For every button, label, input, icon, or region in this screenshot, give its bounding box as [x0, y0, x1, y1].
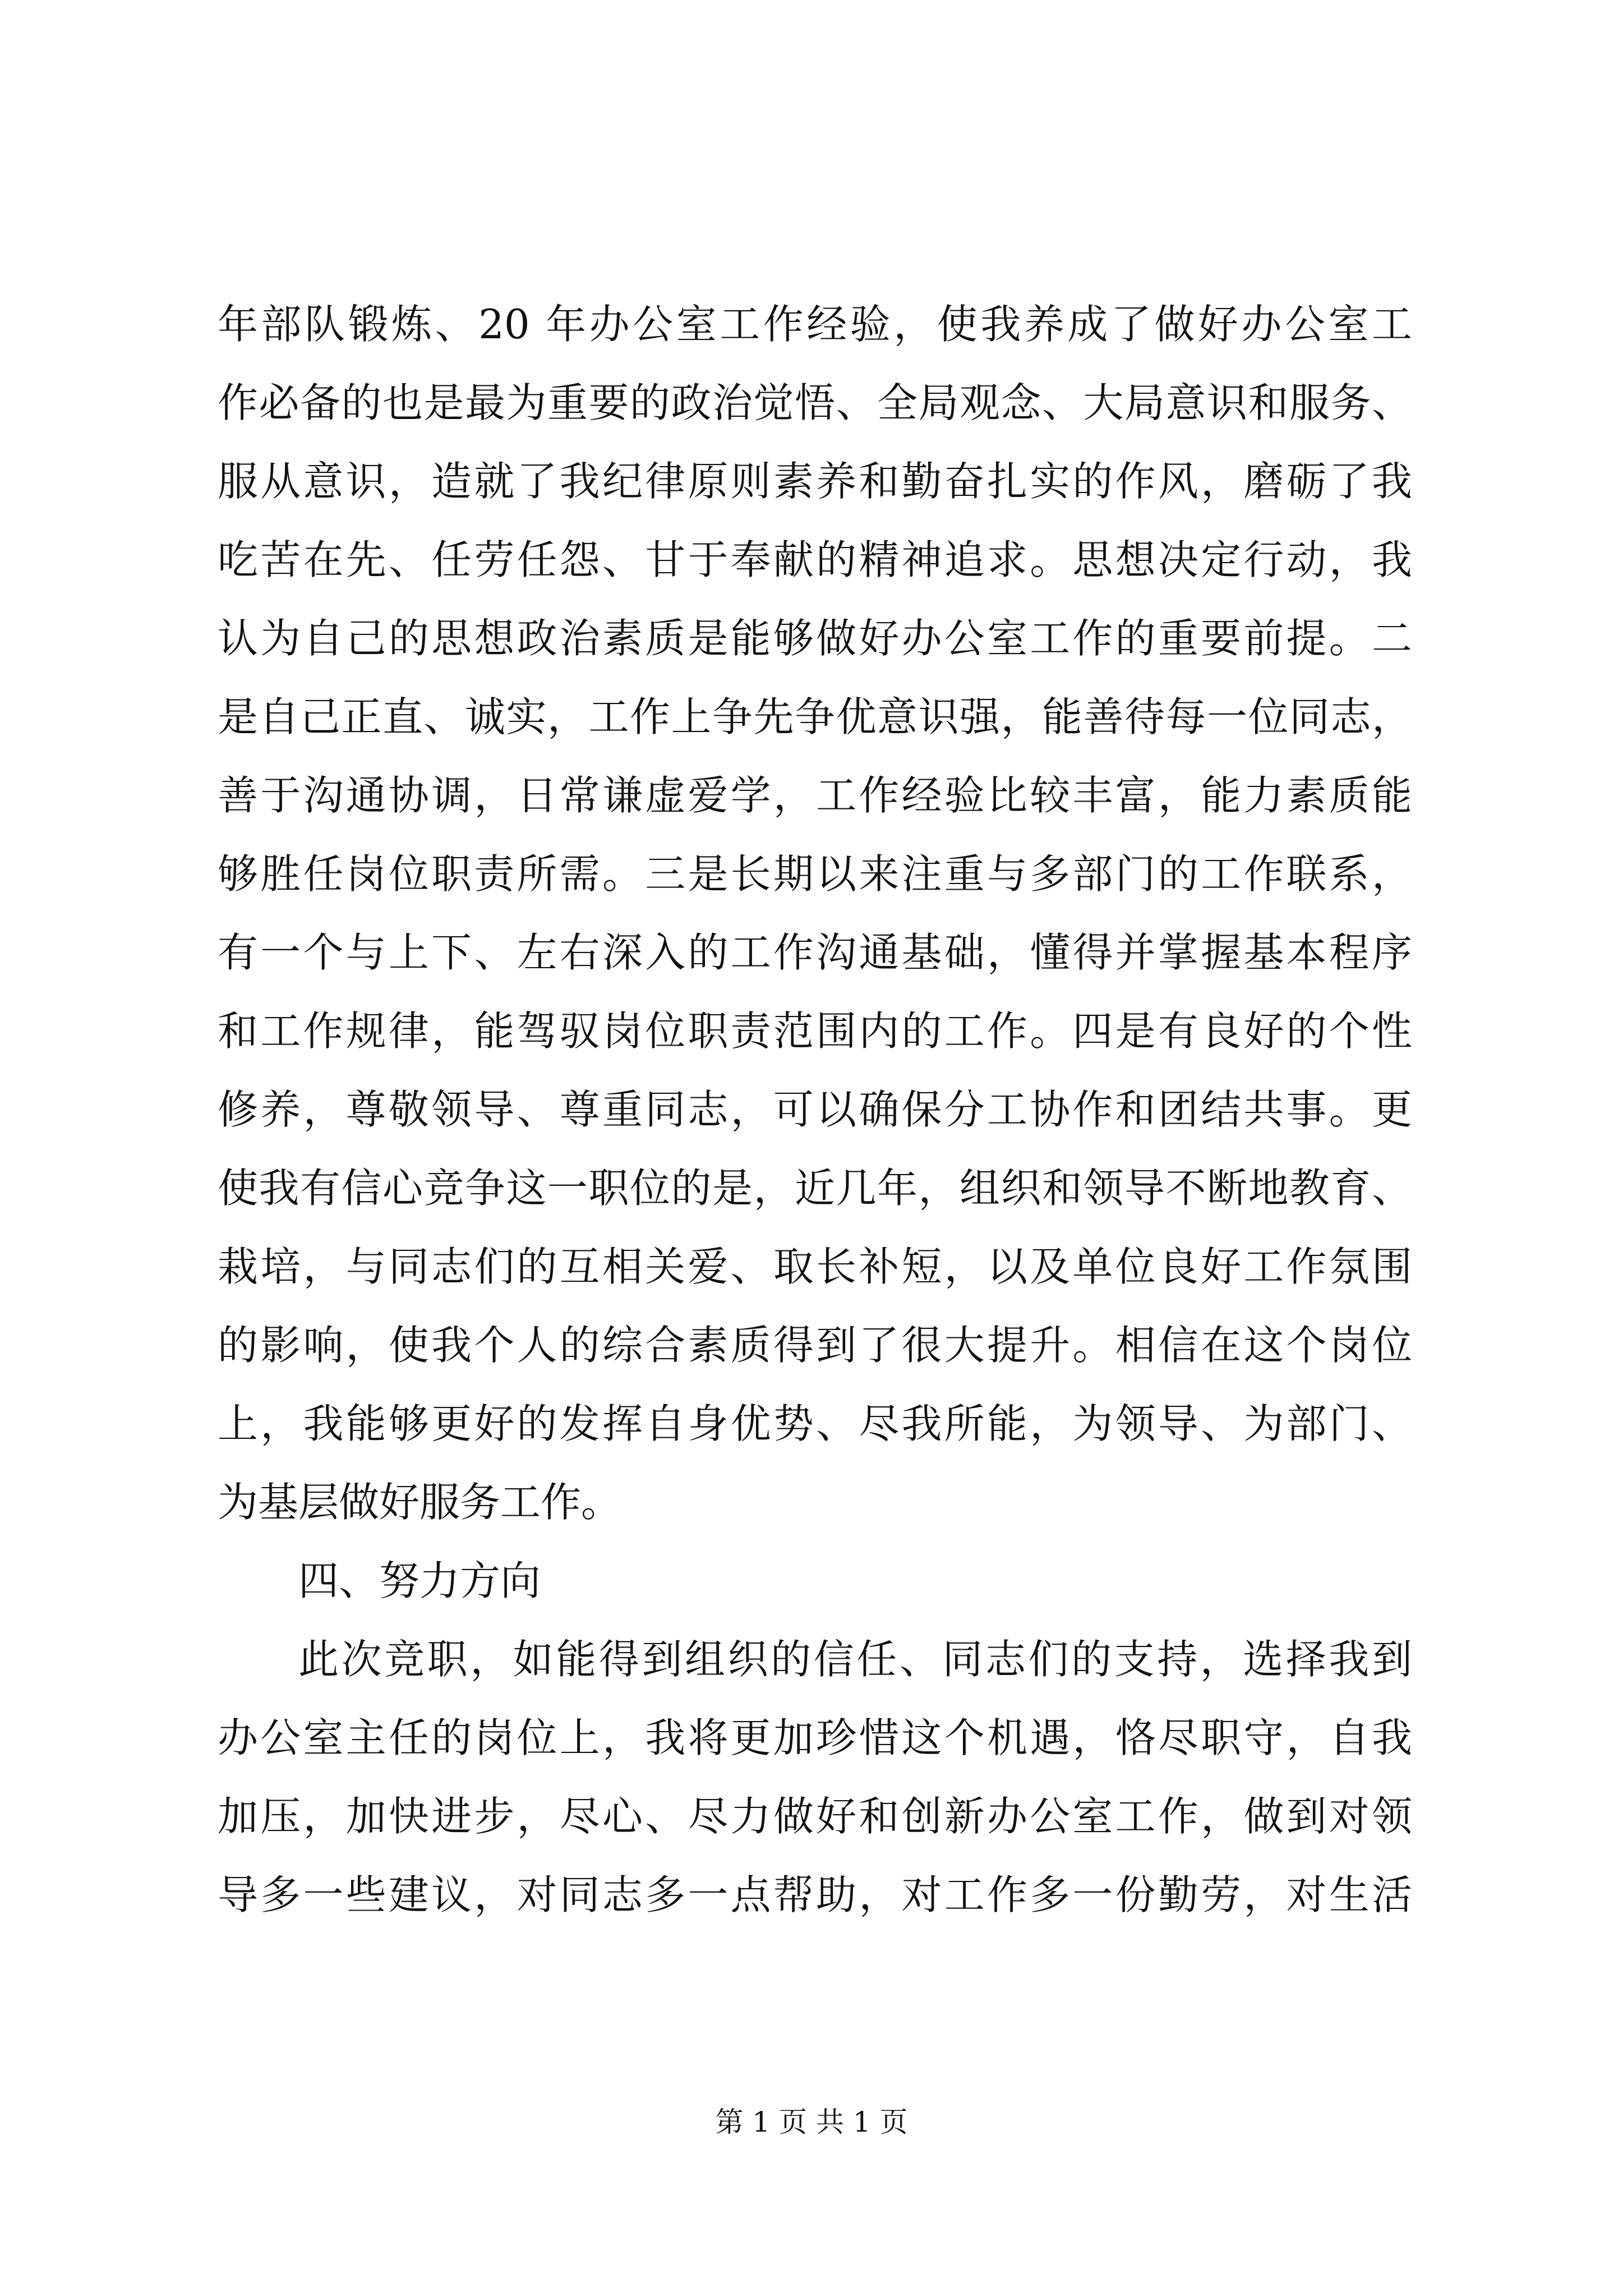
text-line: 是自己正直、诚实，工作上争先争优意识强，能善待每一位同志， [218, 693, 1412, 740]
text-line: 上，我能够更好的发挥自身优势、尽我所能，为领导、为部门、 [218, 1400, 1412, 1447]
text-line: 的影响，使我个人的综合素质得到了很大提升。相信在这个岗位 [218, 1322, 1412, 1369]
text-line: 有一个与上下、左右深入的工作沟通基础，懂得并掌握基本程序 [218, 929, 1412, 976]
text-line: 吃苦在先、任劳任怨、甘于奉献的精神追求。思想决定行动，我 [218, 536, 1412, 583]
text-line: 办公室主任的岗位上，我将更加珍惜这个机遇，恪尽职守，自我 [218, 1714, 1412, 1761]
text-line: 年部队锻炼、20 年办公室工作经验，使我养成了做好办公室工 [218, 301, 1412, 348]
text-line: 导多一些建议，对同志多一点帮助，对工作多一份勤劳，对生活 [218, 1871, 1412, 1918]
text-line: 善于沟通协调，日常谦虚爱学，工作经验比较丰富，能力素质能 [218, 772, 1412, 819]
text-line: 服从意识，造就了我纪律原则素养和勤奋扎实的作风，磨砺了我 [218, 458, 1412, 505]
text-line: 够胜任岗位职责所需。三是长期以来注重与多部门的工作联系， [218, 850, 1412, 898]
section-heading: 四、努力方向 [298, 1557, 541, 1604]
text-line: 使我有信心竞争这一职位的是，近几年，组织和领导不断地教育、 [218, 1165, 1412, 1212]
text-line: 栽培，与同志们的互相关爱、取长补短，以及单位良好工作氛围 [218, 1243, 1412, 1290]
text-line: 认为自己的思想政治素质是能够做好办公室工作的重要前提。二 [218, 615, 1412, 662]
page-footer: 第 1 页 共 1 页 [715, 2106, 908, 2138]
text-line: 修养，尊敬领导、尊重同志，可以确保分工协作和团结共事。更 [218, 1086, 1412, 1133]
text-line: 和工作规律，能驾驭岗位职责范围内的工作。四是有良好的个性 [218, 1007, 1412, 1055]
text-line: 作必备的也是最为重要的政治觉悟、全局观念、大局意识和服务、 [218, 379, 1412, 426]
document-body [218, 285, 1412, 1934]
text-line: 加压，加快进步，尽心、尽力做好和创新办公室工作，做到对领 [218, 1793, 1412, 1840]
text-line: 此次竞职，如能得到组织的信任、同志们的支持，选择我到 [298, 1636, 1412, 1683]
text-line: 为基层做好服务工作。 [218, 1479, 622, 1526]
